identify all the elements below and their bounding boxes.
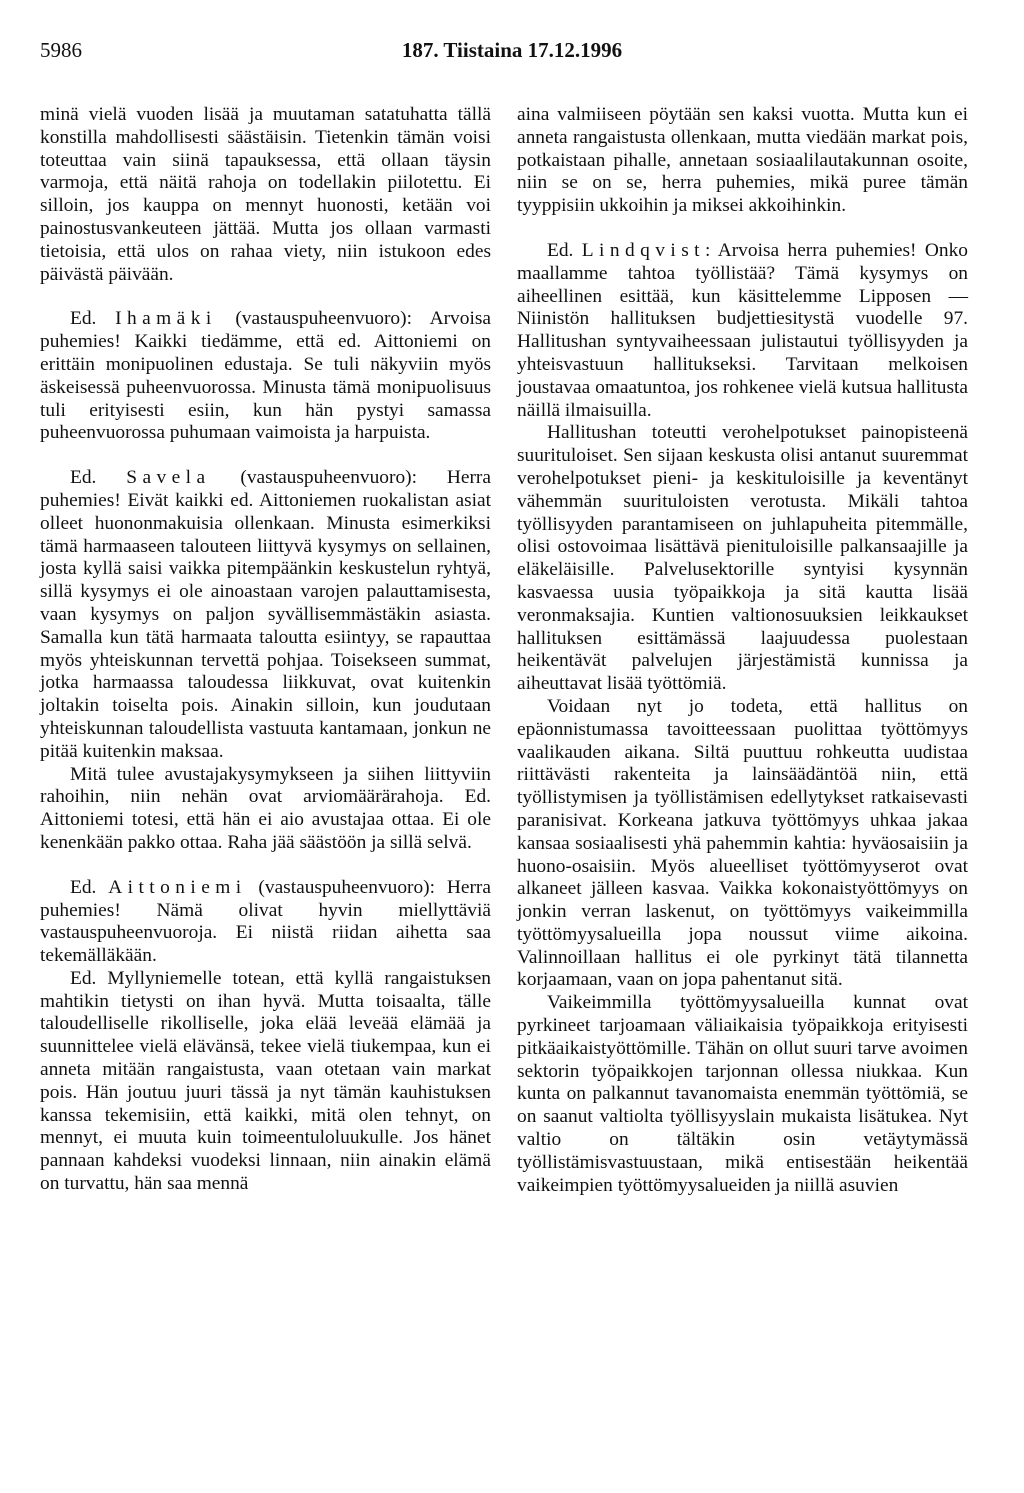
speaker-name: Aittoniemi (108, 876, 247, 898)
paragraph-text: Ed. Myllyniemelle totean, että kyllä rangaistuksen mahtikin tietysti on ihan hyvä. Mutta toisaalta, tälle taloudelliselle rikolliselle, joka elää leveää elämää ja suunnittelee vielä elävänsä, tekee vielä tiukempaa, kun ei anneta mitään rangaistusta, vaan otetaan vain markat pois. Hän joutuu juuri tässä ja nyt tämän kauhistuksen kanssa tekemisiin, että kaikki, mitä olen tehnyt, on mennyt, ei muuta kuin toimeentuloluukulle. Jos hänet pannaan kahdeksi vuodeksi linnaan, niin ainakin elämä on turvattu, hän saa mennä (40, 967, 491, 1195)
speaker-name: Lindqvist (581, 239, 706, 261)
speech-paragraph (517, 240, 968, 422)
paragraph-text: minä vielä vuoden lisää ja muutaman satatuhatta tällä konstilla mahdollisesti säästäisin. Tietenkin tämän voisi toteuttaa vain siinä tapauksessa, että ollaan täysin varmoja, että näitä rahoja on todellakin piilotettu. Ei silloin, jos kauppa on mennyt huonosti, ketään voi painostusvankeuteen jättää. Mutta jos ollaan varmasti tietoisia, että ulos on rahaa viety, niin istukoon edes päivästä päivään. (40, 104, 491, 285)
speech-paragraph (40, 308, 491, 445)
paragraph (40, 764, 491, 855)
speech-paragraph (40, 467, 491, 763)
right-column (517, 104, 968, 1197)
paragraph-text: Mitä tulee avustajakysymykseen ja siihen liittyviin rahoihin, niin nehän ovat arviomäärärahoja. Ed. Aittoniemi totesi, että hän ei aio avustajaa ottaa. Ei ole kenenkään pakko ottaa. Raha jää säästöön ja sillä selvä. (40, 763, 491, 853)
speaker-prefix: Ed. (547, 239, 582, 261)
paragraph (517, 104, 968, 218)
paragraph-text: aina valmiiseen pöytään sen kaksi vuotta. Mutta kun ei anneta rangaistusta ollenkaan, mutta viedään markat pois, potkaistaan pihalle, annetaan sosiaalilautakunnan osoite, niin se on se, herra puhemies, mikä puree tämän tyyppisiin ukkoihin ja miksei akkoihinkin. (517, 104, 968, 217)
paragraph (40, 968, 491, 1196)
paragraph-text: Voidaan nyt jo todeta, että hallitus on epäonnistumassa tavoitteessaan puolittaa työttömyys vaalikauden aikana. Siltä puuttuu rohkeutta uudistaa riittävästi rakenteita ja lainsäädäntöä niin, että työllistymisen ja työllistämisen edellytykset ratkaisevasti paranisivat. Korkeana jatkuva työttömyys uhkaa jakaa kansaa sosiaalisesti yhä pahemmin kahtia: hyväosaisiin ja huono-osaisiin. Myös alueelliset työttömyyserot ovat alkaneet jälleen kasvaa. Vaikka kokonaistyöttömyys on jonkin verran laskenut, on työttömyys vaikeimmilla työttömyysalueilla jopa noussut viime aikoina. Valinnoillaan hallitus ei ole pyrkinyt tätä tilannetta korjaamaan, vaan on jopa pahentanut sitä. (517, 695, 968, 991)
speaker-name: Ihamäki (115, 308, 217, 330)
paragraph-text: (vastauspuheenvuoro): Herra puhemies! Eivät kaikki ed. Aittoniemen ruokalistan asiat olleet huononmakuisia ollenkaan. Minusta esimerkiksi tämä harmaaseen talouteen liittyvä kysymys on sellainen, josta kyllä saisi vaikka pitempäänkin keskustelun ryhtyä, sillä kysymys ei ole ainoastaan varojen palauttamisesta, vaan kysymys on paljon syvällisemmästäkin asiasta. Samalla kun tätä harmaata taloutta esiintyy, se rapauttaa myös yhteiskunnan tervettä pohjaa. Toisekseen summat, jotka harmaassa taloudessa liikkuvat, ovat kuitenkin joltakin toiselta pois. Ainakin silloin, kun joudutaan yhteiskunnan taloudellista vastuuta kantamaan, jonkun ne pitää kuitenkin maksaa. (40, 467, 491, 762)
speaker-prefix: Ed. (70, 876, 109, 898)
speech-paragraph (40, 877, 491, 968)
session-title: 187. Tiistaina 17.12.1996 (401, 38, 623, 62)
paragraph (517, 696, 968, 992)
speaker-prefix: Ed. (70, 467, 127, 489)
page-number: 5986 (40, 38, 82, 62)
paragraph-text: Hallitushan toteutti verohelpotukset painopisteenä suurituloiset. Sen sijaan keskusta olisi antanut suuremmat verohelpotukset pieni- ja keskituloisille ja keventänyt vähemmän suurituloisten verotusta. Mikäli tahtoa työllisyyden parantamiseen on juhlapuheita pitemmälle, olisi ostovoimaa lisättävä pienituloisille palkansaajille ja eläkeläisille. Palvelusektorille syntyisi kysynnän kasvaessa uusia työpaikkoja ja sitä kautta lisää veronmaksajia. Kuntien valtionosuuksien leikkaukset hallituksen esittämässä laajuudessa puolestaan heikentävät palvelujen järjestämistä kunnissa ja aiheuttavat lisää työttömiä. (517, 422, 968, 695)
paragraph-text: (vastauspuheenvuoro): Arvoisa puhemies! Kaikki tiedämme, että ed. Aittoniemi on erittäin monipuolinen edustaja. Se tuli näkyviin myös äskeisessä puheenvuorossa. Minusta tämä monipuolisuus tuli erityisesti esiin, kun hän pystyi samassa puheenvuorossa puhumaan vaimoista ja harpuista. (40, 308, 491, 444)
paragraph (40, 104, 491, 286)
paragraph (517, 992, 968, 1197)
speaker-prefix: Ed. (70, 308, 116, 330)
paragraph-text: : Arvoisa herra puhemies! Onko maallamme tahtoa työllistää? Tämä kysymys on aiheellinen esittää, kun käsittelemme Lipposen — Niinistön hallituksen budjettiesitystä vuodelle 97. Hallitushan syntyvaiheessaan julistautui työllisyyden ja yhteisvastuun hallitukseksi. Tarvitaan melkoisen joustavaa omaatuntoa, jos rohkenee vielä kutsua hallitusta näillä ilmaisuilla. (517, 239, 968, 421)
speaker-name: Savela (126, 467, 211, 489)
paragraph (517, 422, 968, 696)
paragraph-text: Vaikeimmilla työttömyysalueilla kunnat ovat pyrkineet tarjoamaan väliaikaisia työpaikkoja erityisesti pitkäaikaistyöttömille. Tähän on ollut suuri tarve avoimen sektorin työpaikkojen tarjonnan ollessa niukkaa. Kun kunta on palkannut tavanomaista enemmän työttömiä, se on saanut valtiolta työllisyyslain mukaista lisätukea. Nyt valtio on tältäkin osin vetäytymässä työllistämisvastuustaan, mikä entisestään heikentää vaikeimpien työttömyysalueiden ja niillä asuvien (517, 992, 968, 1196)
left-column (40, 104, 491, 1196)
paragraph-text: (vastauspuheenvuoro): Herra puhemies! Nämä olivat hyvin miellyttäviä vastauspuheenvuoroja. Ei niistä riidan aihetta saa tekemälläkään. (40, 876, 491, 967)
page-header (40, 38, 984, 68)
